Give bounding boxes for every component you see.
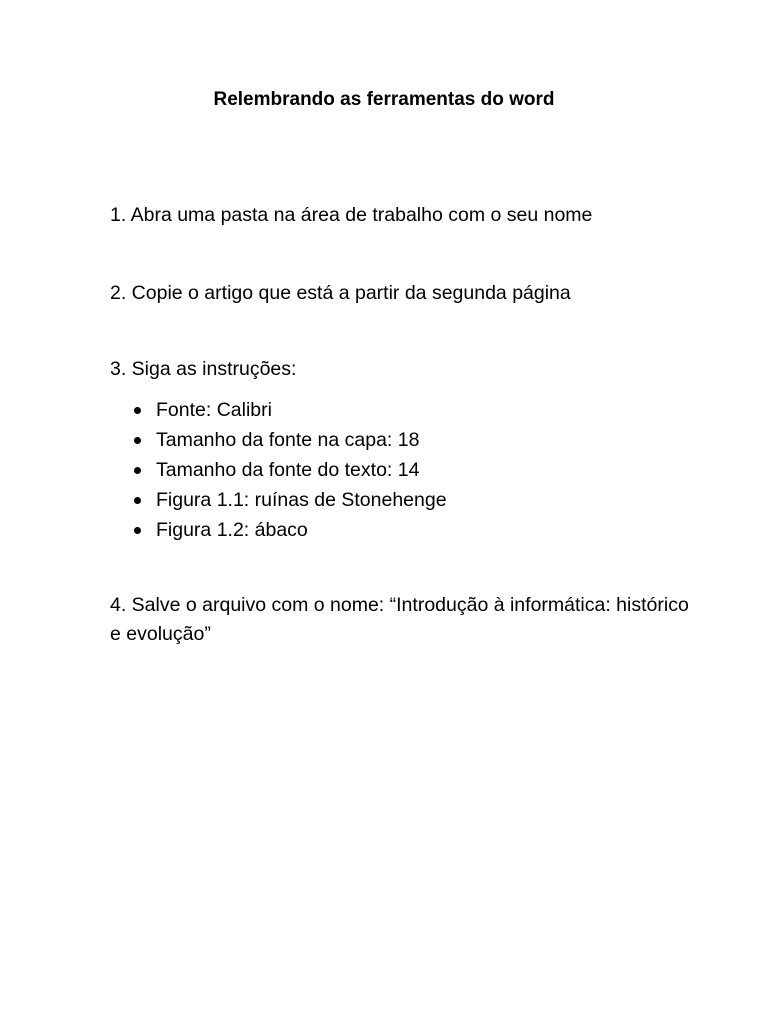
bullet-icon xyxy=(134,497,141,504)
instruction-text: Tamanho da fonte do texto: 14 xyxy=(156,459,420,481)
bullet-icon xyxy=(134,437,141,444)
step-4-text: 4. Salve o arquivo com o nome: “Introdução à informática: histórico e evolução” xyxy=(110,594,689,645)
instruction-text: Figura 1.1: ruínas de Stonehenge xyxy=(156,489,447,511)
document-title: Relembrando as ferramentas do word xyxy=(213,89,555,110)
instruction-list xyxy=(110,395,670,545)
instruction-item xyxy=(110,455,670,485)
instruction-item xyxy=(110,515,670,545)
instruction-text: Tamanho da fonte na capa: 18 xyxy=(156,429,420,451)
instruction-text: Figura 1.2: ábaco xyxy=(156,519,308,541)
bullet-icon xyxy=(134,467,141,474)
bullet-icon xyxy=(134,527,141,534)
step-2-text: 2. Copie o artigo que está a partir da segunda página xyxy=(110,282,571,304)
instruction-item xyxy=(110,485,670,515)
step-3-text: 3. Siga as instruções: xyxy=(110,358,297,380)
bullet-icon xyxy=(134,407,141,414)
instruction-item xyxy=(110,425,670,455)
instruction-item xyxy=(110,395,670,425)
instruction-text: Fonte: Calibri xyxy=(156,399,272,421)
step-1-text: 1. Abra uma pasta na área de trabalho com o seu nome xyxy=(110,204,593,226)
